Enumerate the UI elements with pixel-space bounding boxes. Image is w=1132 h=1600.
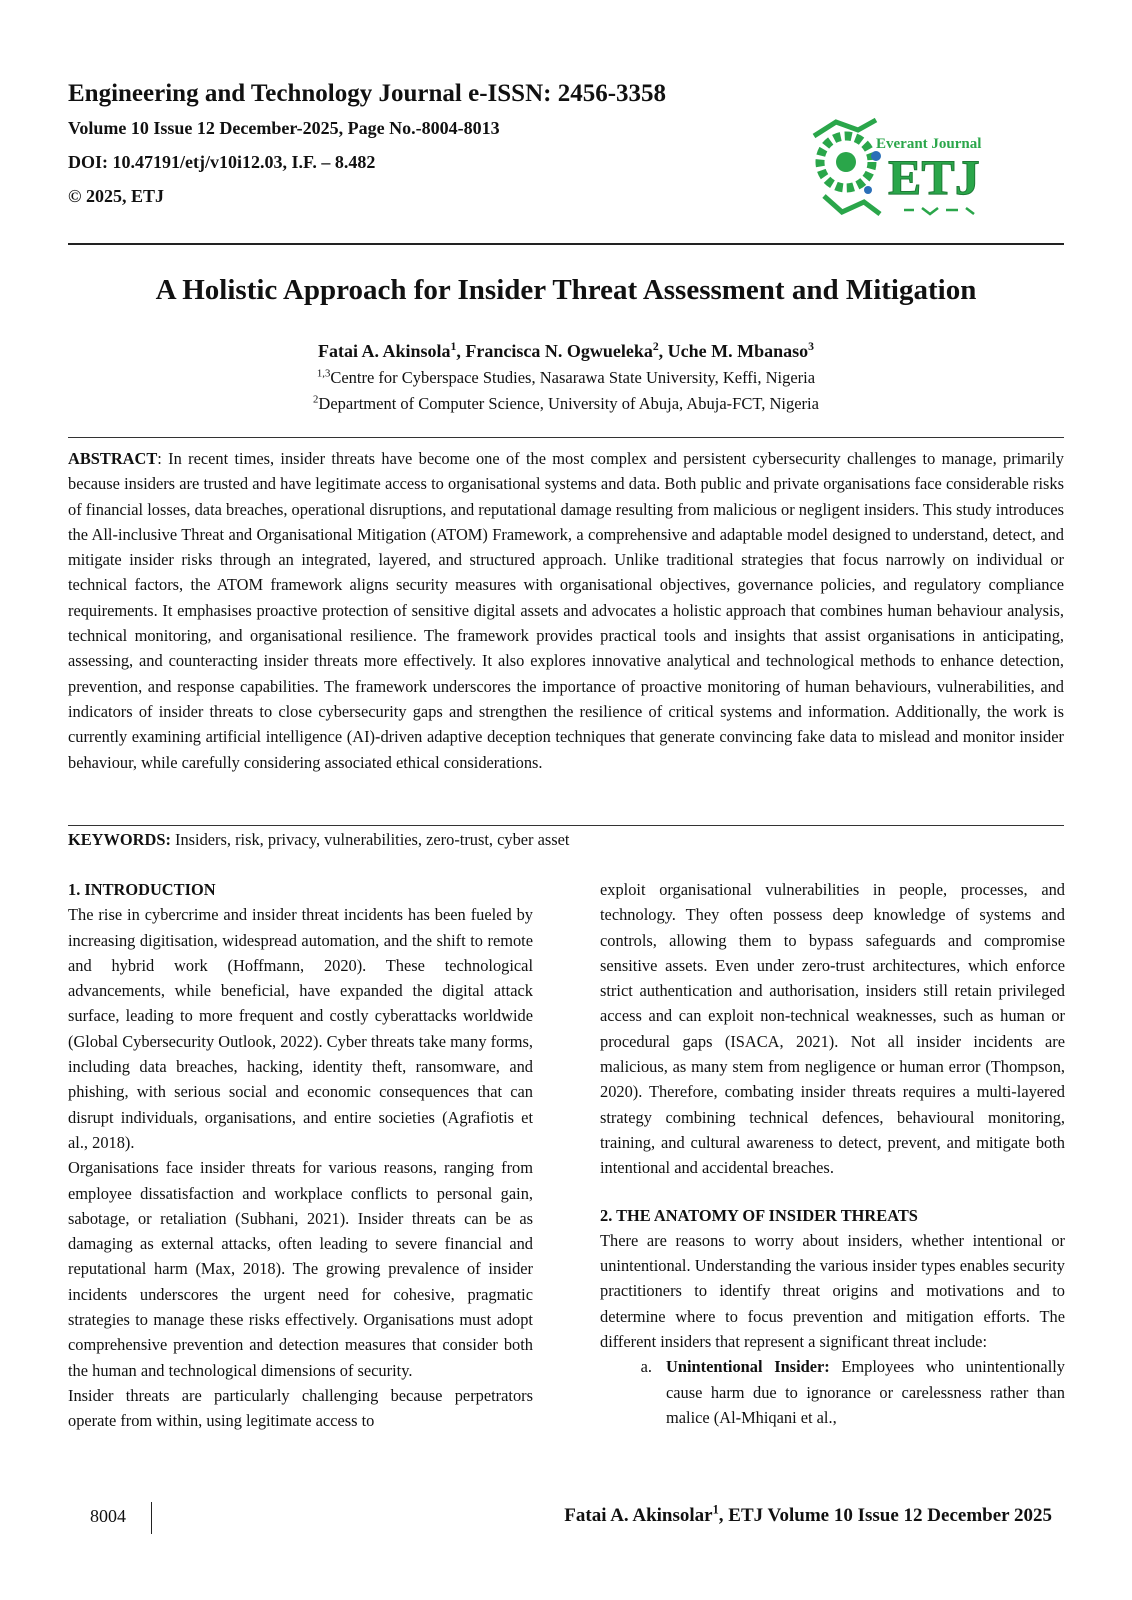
paper-title: A Holistic Approach for Insider Threat Assessment and Mitigation	[155, 274, 977, 306]
intro-paragraph-3-continued: exploit organisational vulnerabilities in people, processes, and technology. They often possess deep knowledge of systems and controls, allowing them to bypass safeguards and compromise sensitive assets. Even under zero-trust architectures, which enforce strict authentication and authorisation, insiders still retain privileged access and can exploit non-technical weaknesses, such as human or procedural gaps (ISACA, 2021). Not all insider incidents are malicious, as many stem from negligence or human error (Thompson, 2020). Therefore, combating insider threats requires a multi-layered strategy combining technical defences, behavioural monitoring, training, and cultural awareness to detect, prevent, and mitigate both intentional and accidental breaches.	[600, 880, 1065, 1178]
abstract-top-rule	[68, 437, 1064, 438]
journal-title: Engineering and Technology Journal	[68, 80, 462, 107]
author-name: Francisca N. Ogwueleka	[465, 341, 653, 361]
abstract-label: ABSTRACT	[68, 449, 158, 468]
intro-paragraph-1: The rise in cybercrime and insider threat incidents has been fueled by increasing digitisation, widespread automation, and the shift to remote and hybrid work (Hoffmann, 2020). These technological advancements, while beneficial, have expanded the digital attack surface, leading to more frequent and costly cyberattacks worldwide (Global Cybersecurity Outlook, 2022). Cyber threats take many forms, including data breaches, hacking, identity theft, ransomware, and phishing, with serious social and economic consequences that can disrupt individuals, organisations, and entire societies (Agrafiotis et al., 2018).	[68, 905, 533, 1152]
section-heading-introduction: 1. INTRODUCTION	[68, 880, 216, 899]
author-name: Fatai A. Akinsola	[317, 341, 451, 361]
list-text	[666, 1354, 1065, 1430]
footer-volume: , ETJ Volume 10 Issue 12 December 2025	[718, 1505, 1052, 1526]
affiliation-text: Centre for Cyberspace Studies, Nasarawa State University, Keffi, Nigeria	[330, 368, 816, 387]
footer-divider	[151, 1502, 152, 1534]
keywords	[68, 830, 1064, 850]
logo-main-text: ETJ	[888, 149, 980, 205]
author-list	[68, 341, 1064, 362]
journal-issn: e-ISSN: 2456-3358	[468, 80, 667, 107]
author-sup: 1	[450, 340, 457, 353]
author-sup: 3	[808, 340, 815, 353]
footer-sup: 1	[712, 1502, 719, 1517]
footer-citation	[564, 1502, 1052, 1527]
abstract-bottom-rule	[68, 825, 1064, 826]
author-separator: ,	[456, 341, 466, 361]
footer-author: Fatai A. Akinsolar	[564, 1505, 713, 1526]
author-sup: 2	[652, 340, 659, 353]
intro-paragraph-2: Organisations face insider threats for various reasons, ranging from employee dissatisfaction and workplace conflicts to personal gain, sabotage, or retaliation (Subhani, 2021). Insider threats can be as damaging as external attacks, often leading to severe financial and reputational harm (Max, 2018). The growing prevalence of insider incidents underscores the urgent need for cohesive, pragmatic strategies to manage these risks effectively. Organisations must adopt comprehensive prevention and detection measures that consider both the human and technological dimensions of security.	[68, 1158, 533, 1380]
intro-paragraph-3: Insider threats are particularly challenging because perpetrators operate from within, using legitimate access to	[68, 1385, 533, 1431]
keywords-label: KEYWORDS:	[68, 830, 171, 849]
left-column	[68, 877, 533, 1434]
copyright-line: © 2025, ETJ	[68, 186, 164, 206]
keywords-text: Insiders, risk, privacy, vulnerabilities, zero-trust, cyber asset	[170, 830, 570, 849]
volume-line: Volume 10 Issue 12 December-2025, Page No.-8004-8013	[68, 118, 500, 138]
affiliation-1	[68, 368, 1064, 388]
affiliation-sup: 2	[313, 393, 319, 406]
right-column	[600, 877, 1065, 1430]
journal-title-line	[68, 80, 666, 108]
list-marker: a.	[640, 1357, 652, 1377]
author-name: Uche M. Mbanaso	[667, 341, 809, 361]
header-rule	[68, 243, 1064, 245]
etj-logo	[806, 116, 1018, 220]
abstract	[68, 446, 1064, 775]
doi-line: DOI: 10.47191/etj/v10i12.03, I.F. – 8.482	[68, 152, 376, 172]
affiliation-text: Department of Computer Science, University of Abuja, Abuja-FCT, Nigeria	[318, 394, 819, 413]
abstract-text: : In recent times, insider threats have become one of the most complex and persistent cybersecurity challenges to manage, primarily because insiders are trusted and have legitimate access to organisational systems and data. Both public and private organisations face considerable risks of financial losses, data breaches, operational disruptions, and reputational damage resulting from malicious or negligent insiders. This study introduces the All-inclusive Threat and Organisational Mitigation (ATOM) Framework, a comprehensive and adaptable model designed to understand, detect, and mitigate insider risks through an integrated, layered, and structured approach. Unlike traditional strategies that focus narrowly on individual or technical factors, the ATOM framework aligns security measures with organisational objectives, governance policies, and regulatory compliance requirements. It emphasises proactive protection of sensitive digital assets and advocates a holistic approach that combines human behaviour analysis, technical monitoring, and organisational resilience. The framework provides practical tools and insights that assist organisations in anticipating, assessing, and counteracting insider threats more effectively. It also explores innovative analytical and technological methods to enhance detection, prevention, and response capabilities. The framework underscores the importance of proactive monitoring of human behaviours, vulnerabilities, and indicators of insider threats to close cybersecurity gaps and strengthen the resilience of critical systems and information. Additionally, the work is currently examining artificial intelligence (AI)-driven adaptive deception techniques that generate convincing fake data to mislead and monitor insider behaviour, while carefully considering associated ethical considerations.	[68, 449, 1064, 772]
section-heading-anatomy: 2. THE ANATOMY OF INSIDER THREATS	[600, 1205, 918, 1225]
affiliation-sup: 1,3	[316, 367, 331, 380]
list-body: Employees who unintentionally cause harm due to ignorance or carelessness rather than malice (Al-Mhiqani et al.,	[666, 1357, 1065, 1427]
anatomy-paragraph-1: There are reasons to worry about insiders, whether intentional or unintentional. Understanding the various insider types enables security practitioners to identify threat origins and motivations and to determine where to focus prevention and mitigation efforts. The different insiders that represent a significant threat include:	[600, 1230, 1065, 1352]
affiliation-2	[68, 394, 1064, 414]
page-number: 8004	[90, 1506, 126, 1526]
gear-logo-icon	[814, 120, 881, 214]
list-item	[600, 1354, 1065, 1430]
list-term: Unintentional Insider:	[666, 1357, 830, 1377]
journal-header	[68, 80, 666, 207]
logo-top-text: Everant Journal	[876, 136, 982, 152]
author-separator: ,	[658, 341, 668, 361]
